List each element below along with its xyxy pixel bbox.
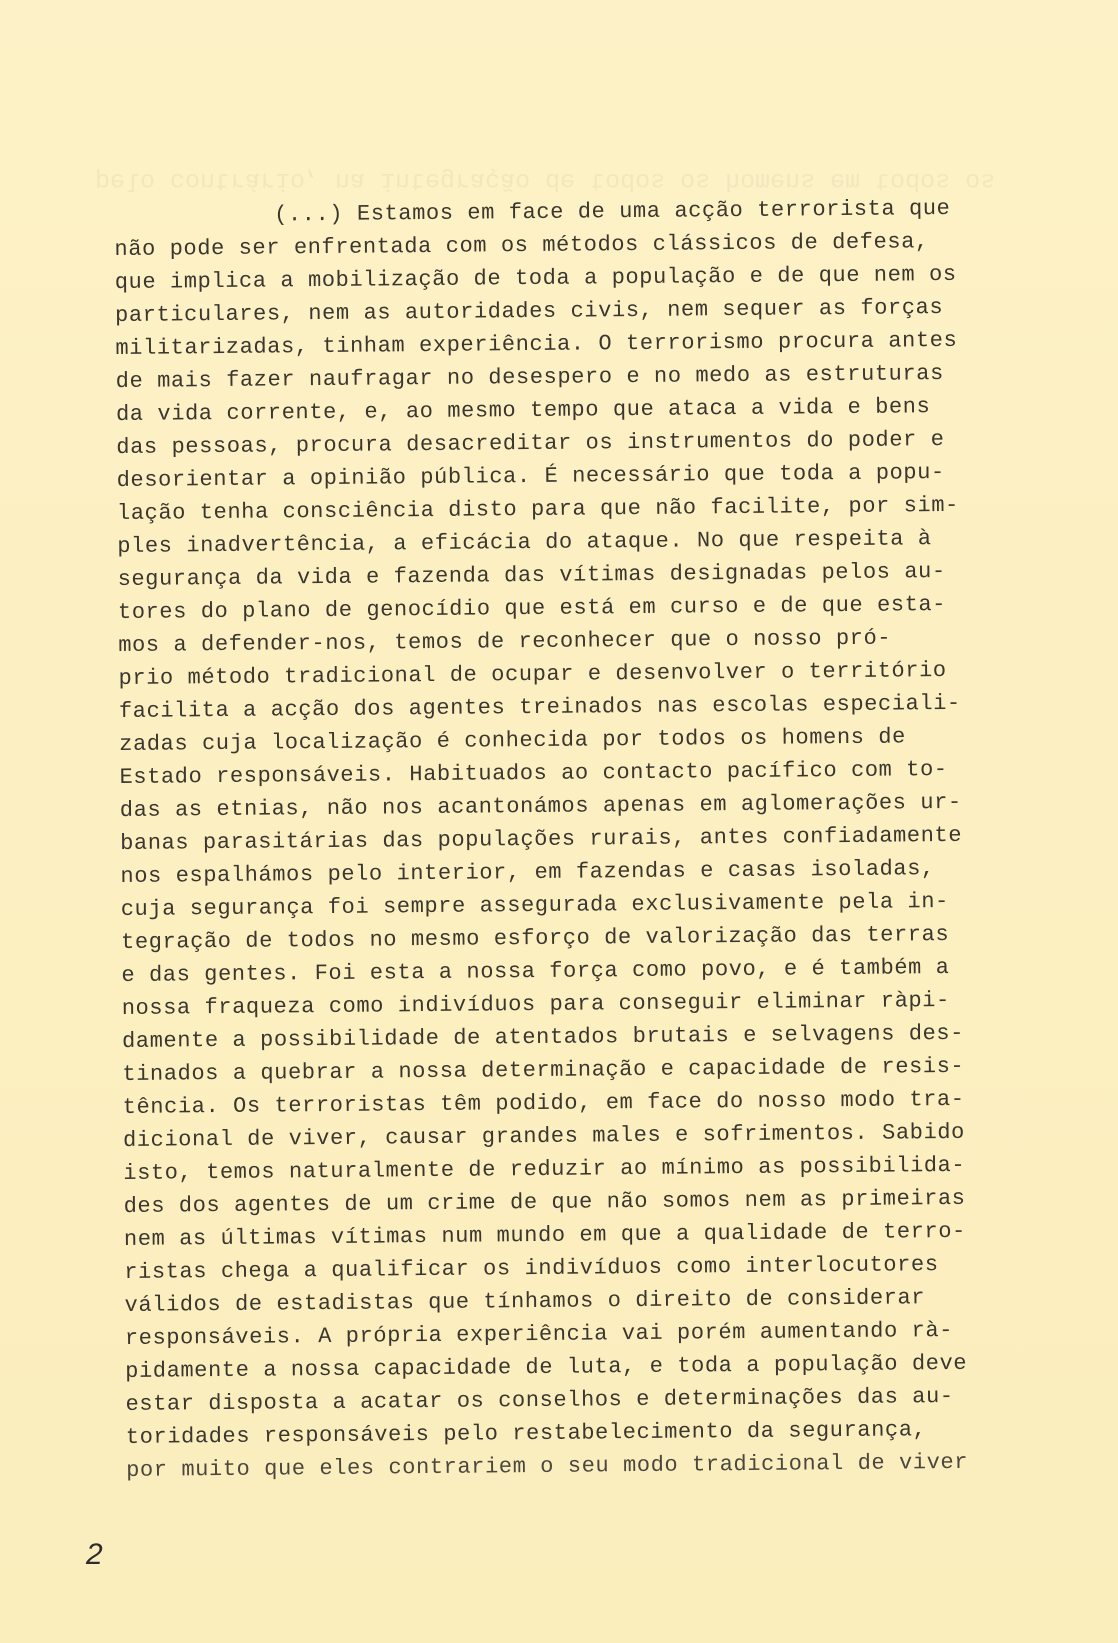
text-line: prio método tradicional de ocupar e desenvolver o território xyxy=(118,658,947,691)
text-line: das as etnias, não nos acantonámos apenas em aglomerações ur- xyxy=(119,789,962,823)
text-line: que implica a mobilização de toda a população e de que nem os xyxy=(114,261,957,295)
body-paragraph xyxy=(114,192,996,1487)
text-line: Estado responsáveis. Habituados ao contacto pacífico com to- xyxy=(119,757,948,790)
text-line: nossa fraqueza como indivíduos para conseguir eliminar ràpi- xyxy=(121,988,950,1021)
text-line: das pessoas, procura desacreditar os instrumentos do poder e xyxy=(116,427,945,460)
text-line: desorientar a opinião pública. É necessário que toda a popu- xyxy=(116,460,945,493)
text-line: tência. Os terroristas têm podido, em face do nosso modo tra- xyxy=(122,1086,965,1120)
text-line: nem as últimas vítimas num mundo em que a qualidade de terro- xyxy=(123,1218,966,1252)
text-line: damente a possibilidade de atentados brutais e selvagens des- xyxy=(121,1020,965,1054)
text-line: tinados a quebrar a nossa determinação e capacidade de resis- xyxy=(122,1053,965,1087)
text-line: mos a defender-nos, temos de reconhecer que o nosso pró- xyxy=(118,625,892,658)
text-line: isto, temos naturalmente de reduzir ao mínimo as possibilida- xyxy=(123,1152,966,1186)
text-line: lação tenha consciência disto para que não facilite, por sim- xyxy=(116,492,960,526)
text-line: facilita a acção dos agentes treinados nas escolas especiali- xyxy=(118,690,961,724)
page-number: 2 xyxy=(86,1538,103,1571)
text-line: ples inadvertência, a eficácia do ataque. No que respeita à xyxy=(117,526,932,559)
text-line: banas parasitárias das populações rurais, antes confiadamente xyxy=(120,822,963,856)
text-line: tegração de todos no mesmo esforço de valorização das terras xyxy=(121,922,950,955)
text-line: válidos de estadistas que tínhamos o direito de considerar xyxy=(124,1285,926,1318)
text-line: e das gentes. Foi esta a nossa força como povo, e é também a xyxy=(121,955,950,988)
text-line: segurança da vida e fazenda das vítimas designadas pelos au- xyxy=(117,559,946,592)
text-line: militarizadas, tinham experiência. O terrorismo procura antes xyxy=(115,327,958,361)
text-line: estar disposta a acatar os conselhos e determinações das au- xyxy=(125,1383,954,1417)
text-line: da vida corrente, e, ao mesmo tempo que ataca a vida e bens xyxy=(115,394,931,427)
text-line: dicional de viver, causar grandes males e sofrimentos. Sabido xyxy=(122,1119,966,1153)
text-line: nos espalhámos pelo interior, em fazendas e casas isoladas, xyxy=(120,856,935,889)
text-line: (...) Estamos em face de uma acção terrorista que xyxy=(274,195,951,228)
text-line: particulares, nem as autoridades civis, nem sequer as forças xyxy=(114,295,944,328)
bleed-through-text: pelo contrário, na integração de todos os homens em todos os xyxy=(95,166,996,195)
text-line: ristas chega a qualificar os indivíduos como interlocutores xyxy=(124,1252,939,1285)
text-line: toridades responsáveis pelo restabelecimento da segurança, xyxy=(125,1417,927,1450)
text-line: pidamente a nossa capacidade de luta, e toda a população deve xyxy=(125,1350,968,1384)
text-line: des dos agentes de um crime de que não somos nem as primeiras xyxy=(123,1185,966,1219)
text-line: de mais fazer naufragar no desespero e no medo as estruturas xyxy=(115,361,944,394)
text-line: cuja segurança foi sempre assegurada exclusivamente pela in- xyxy=(120,889,950,922)
text-line: por muito que eles contrariem o seu modo tradicional de viver xyxy=(126,1449,969,1483)
text-line: tores do plano de genocídio que está em curso e de que esta- xyxy=(117,592,947,625)
text-line: responsáveis. A própria experiência vai porém aumentando rà- xyxy=(124,1317,954,1351)
text-line: zadas cuja localização é conhecida por todos os homens de xyxy=(119,724,907,757)
text-line: não pode ser enfrentada com os métodos clássicos de defesa, xyxy=(114,229,929,262)
